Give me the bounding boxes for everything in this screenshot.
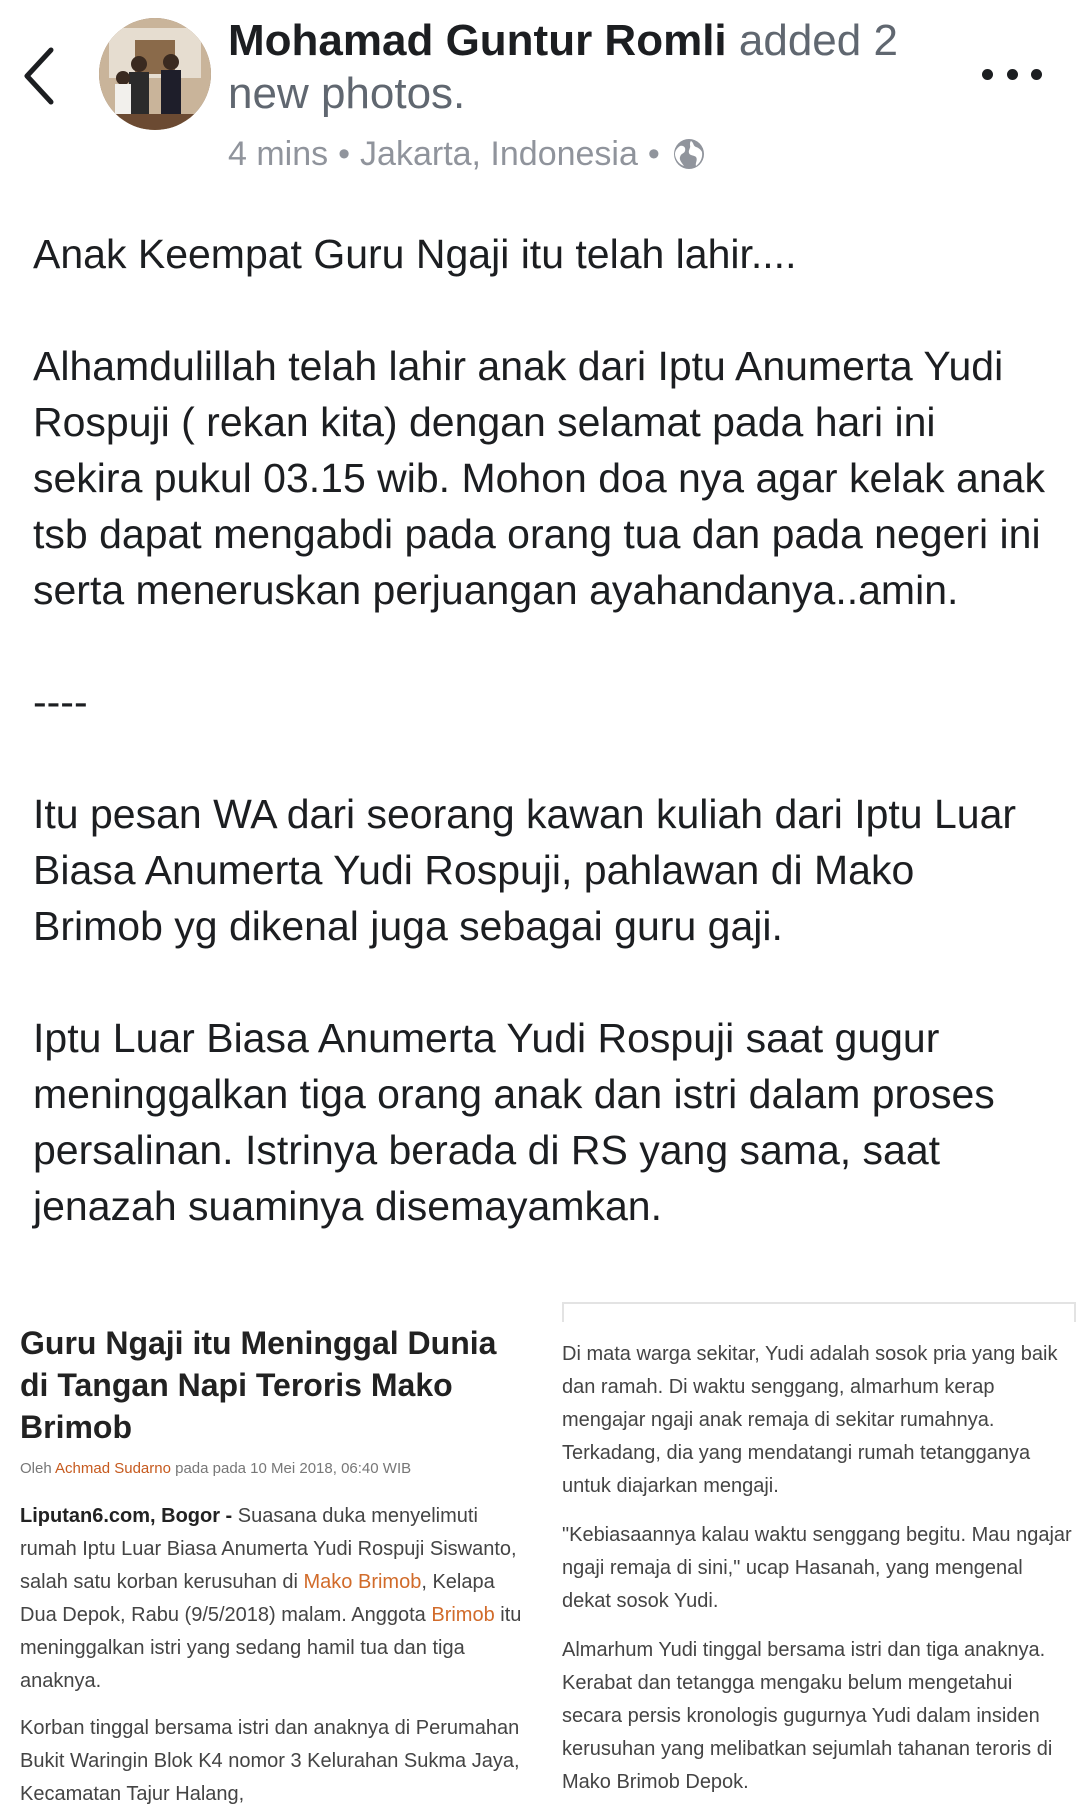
post-paragraph: ---- [33,679,88,725]
article-text: , Kelapa Dua Depok, Rabu (9/5/2018) malam. Anggota [20,1571,495,1626]
separator-dot: • [338,134,351,173]
photo-article-right[interactable] [548,1302,1080,1818]
avatar[interactable] [99,18,211,130]
article-frame-edge [562,1302,1076,1322]
post-action: added 2 new photos. [228,16,898,118]
profile-photo [99,18,211,130]
post-paragraph: Alhamdulillah telah lahir anak dari Iptu Anumerta Yudi Rospuji ( rekan kita) dengan selamat pada hari ini sekira pukul 03.15 wib. Mohon doa nya agar kelak anak tsb dapat mengabdi pada orang tua dan pada negeri ini serta meneruskan perjuangan ayahandanya..amin. [33,343,1045,613]
dot-icon [1031,69,1042,80]
article-source: Liputan6.com, Bogor - [20,1505,233,1527]
post-paragraph: Anak Keempat Guru Ngaji itu telah lahir.... [33,231,797,277]
article-link: Brimob [431,1604,495,1626]
post-paragraph: Itu pesan WA dari seorang kawan kuliah dari Iptu Luar Biasa Anumerta Yudi Rospuji, pahlawan di Mako Brimob yg dikenal juga sebagai guru gaji. [33,791,1017,949]
back-button[interactable] [14,38,64,114]
more-options-button[interactable] [982,52,1042,96]
post-location[interactable]: Jakarta, Indonesia [360,134,638,173]
byline-author: Achmad Sudarno [55,1460,171,1477]
article-headline: Guru Ngaji itu Meninggal Dunia di Tangan Napi Teroris Mako Brimob [20,1325,497,1445]
byline-date: pada pada 10 Mei 2018, 06:40 WIB [175,1460,412,1477]
article-paragraph: Korban tinggal bersama istri dan anaknya di Perumahan Bukit Waringin Blok K4 nomor 3 Kelurahan Sukma Jaya, Kecamatan Tajur Halang, [20,1717,520,1805]
article-text: itu meninggalkan istri yang sedang hamil tua dan tiga anaknya. [20,1604,522,1692]
post-meta [228,132,706,176]
article-text: Suasana duka menyelimuti rumah Iptu Luar Biasa Anumerta Yudi Rospuji Siswanto, salah satu korban kerusuhan di [20,1505,517,1593]
post-paragraph: Iptu Luar Biasa Anumerta Yudi Rospuji saat gugur meninggalkan tiga orang anak dan istri dalam proses persalinan. Istrinya berada di RS yang sama, saat jenazah suaminya disemayamkan. [33,1015,995,1229]
poster-line [228,14,948,120]
post-header [0,0,1080,190]
post-time[interactable]: 4 mins [228,134,329,173]
article-byline [20,1458,522,1480]
article-paragraph: "Kebiasaannya kalau waktu senggang begitu. Mau ngajar ngaji remaja di sini," ucap Hasanah, yang mengenal dekat sosok Yudi. [562,1524,1072,1612]
author-name[interactable]: Mohamad Guntur Romli [228,16,727,65]
article-paragraph: Almarhum Yudi tinggal bersama istri dan tiga anaknya. Kerabat dan tetangga mengaku belum mengetahui secara persis kronologis gugurnya Yudi dalam insiden kerusuhan yang melibatkan sejumlah tahanan teroris di Mako Brimob Depok. [562,1639,1053,1793]
photo-article-left[interactable] [0,1302,540,1818]
dot-icon [982,69,993,80]
article-paragraph [20,1500,522,1698]
dot-icon [1007,69,1018,80]
globe-icon [672,137,706,171]
chevron-left-icon [21,46,57,106]
byline-prefix: Oleh [20,1460,52,1477]
post-body [33,226,1053,1234]
article-link: Mako Brimob [303,1571,422,1593]
photo-grid [0,1302,1080,1818]
article-paragraph: Di mata warga sekitar, Yudi adalah sosok pria yang baik dan ramah. Di waktu senggang, almarhum kerap mengajar ngaji anak remaja di sekitar rumahnya. Terkadang, dia yang mendatangi rumah tetangganya untuk diajarkan mengaji. [562,1343,1058,1497]
separator-dot: • [647,134,660,173]
